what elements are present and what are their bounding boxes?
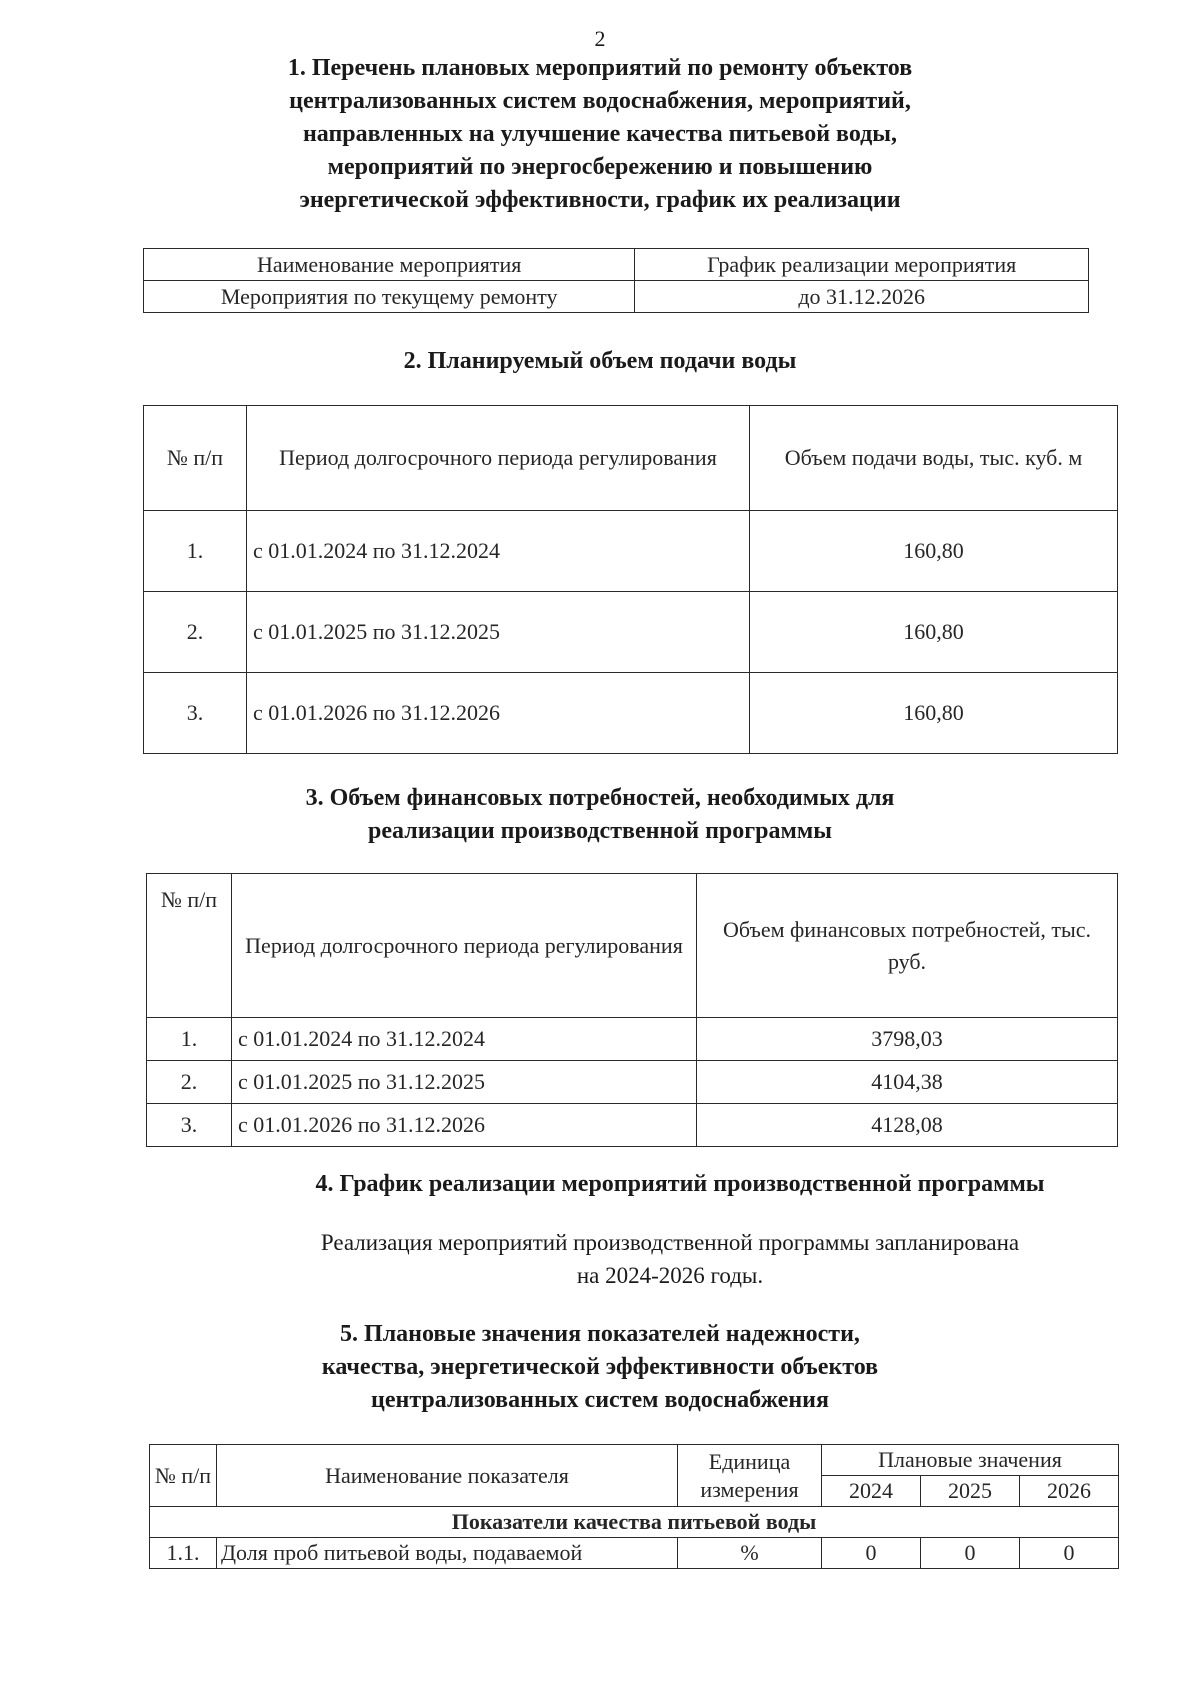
measure-name: Мероприятия по текущему ремонту [144,281,635,313]
section-2-title: 2. Планируемый объем подачи воды [403,348,797,374]
column-header-period [232,874,697,1018]
row-number: 1. [144,511,247,592]
header-line: № [154,1462,176,1488]
column-header-year: 2026 [1019,1476,1118,1507]
table-row [144,592,1118,673]
table-header-row [144,249,1089,281]
row-period: с 01.01.2026 по 31.12.2026 [247,673,750,754]
section-4-text [200,1226,1140,1292]
row-value: 0 [920,1538,1019,1569]
row-volume: 160,80 [750,592,1118,673]
indicators-table [149,1444,1119,1569]
table-row [144,673,1118,754]
row-financial-volume: 3798,03 [697,1018,1118,1061]
section-3-title-line: реализации производственной программы [368,818,832,844]
row-financial-volume: 4128,08 [697,1104,1118,1147]
column-header-number [147,874,232,1018]
section-1-title-line: централизованных систем водоснабжения, мероприятий, [289,88,911,114]
table-row [147,1104,1118,1147]
table-header-row [150,1445,1119,1476]
header-line: Период долгосрочного периода [245,932,540,958]
section-4-text-line: на 2024-2026 годы. [576,1263,764,1288]
column-header-year: 2024 [822,1476,921,1507]
row-indicator: Доля проб питьевой воды, подаваемой [217,1538,678,1569]
column-header-schedule: График реализации мероприятия [635,249,1089,281]
section-5-title-line: качества, энергетической эффективности объектов [321,1354,879,1380]
measure-schedule: до 31.12.2026 [635,281,1089,313]
column-header-financial-volume [697,874,1118,1018]
header-line: регулирования [578,445,717,470]
row-number: 1. [147,1018,232,1061]
header-line: регулирования [544,932,683,958]
table-row [144,511,1118,592]
section-5-title-line: централизованных систем водоснабжения [371,1387,829,1413]
column-header-measure: Наименование мероприятия [144,249,635,281]
section-5-title [0,1318,1200,1417]
header-line: п/п [187,887,218,912]
table-row [144,281,1089,313]
section-1-title-line: мероприятий по энергосбережению и повышению [327,154,873,180]
column-header-unit [678,1445,822,1507]
section-1-title-line: 1. Перечень плановых мероприятий по ремонту объектов [287,55,913,81]
header-line: Единица [708,1448,791,1474]
table-header-row [144,406,1118,511]
column-header-indicator: Наименование показателя [217,1445,678,1507]
measures-table [143,248,1089,313]
row-number: 2. [147,1061,232,1104]
table-group-row [150,1507,1119,1538]
table-row [150,1538,1119,1569]
row-unit: % [678,1538,822,1569]
row-period: с 01.01.2025 по 31.12.2025 [247,592,750,673]
section-4-title: 4. График реализации мероприятий производственной программы [315,1171,1045,1197]
section-3-title-line: 3. Объем финансовых потребностей, необходимых для [305,785,895,811]
table-row [147,1018,1118,1061]
header-line: п/п [181,1462,212,1488]
row-period: с 01.01.2026 по 31.12.2026 [232,1104,697,1147]
row-number: 2. [144,592,247,673]
column-header-number: № п/п [144,406,247,511]
page-number: 2 [594,26,606,51]
row-number: 3. [147,1104,232,1147]
row-volume: 160,80 [750,511,1118,592]
header-line: тыс. куб. м [979,445,1083,470]
row-period: с 01.01.2024 по 31.12.2024 [232,1018,697,1061]
section-4-text-line: Реализация мероприятий производственной программы запланирована [320,1230,1020,1255]
row-number: 1.1. [150,1538,217,1569]
header-line: Объем подачи воды, [784,445,975,470]
header-line: Объем финансовых потребностей, [722,916,1046,942]
row-financial-volume: 4104,38 [697,1061,1118,1104]
section-5-title-line: 5. Плановые значения показателей надежности, [340,1321,860,1347]
row-number: 3. [144,673,247,754]
financial-needs-table [146,873,1118,1147]
column-header-period [247,406,750,511]
header-line: измерения [700,1476,799,1502]
row-period: с 01.01.2025 по 31.12.2025 [232,1061,697,1104]
column-header-number [150,1445,217,1507]
section-1-title-line: направленных на улучшение качества питьевой воды, [302,121,898,147]
section-3-title [0,782,1200,848]
table-header-row [147,874,1118,1018]
group-title: Показатели качества питьевой воды [150,1507,1119,1538]
header-line: № [160,887,182,912]
row-period: с 01.01.2024 по 31.12.2024 [247,511,750,592]
header-line: Период долгосрочного периода [279,445,574,470]
header-line: тыс. руб. [887,916,1092,974]
table-row [147,1061,1118,1104]
row-value: 0 [822,1538,921,1569]
row-volume: 160,80 [750,673,1118,754]
section-1-title-line: энергетической эффективности, график их реализации [299,187,901,213]
column-header-volume [750,406,1118,511]
section-1-title [0,52,1200,217]
water-supply-table [143,405,1118,754]
column-header-planned-values: Плановые значения [822,1445,1119,1476]
column-header-year: 2025 [920,1476,1019,1507]
row-value: 0 [1019,1538,1118,1569]
